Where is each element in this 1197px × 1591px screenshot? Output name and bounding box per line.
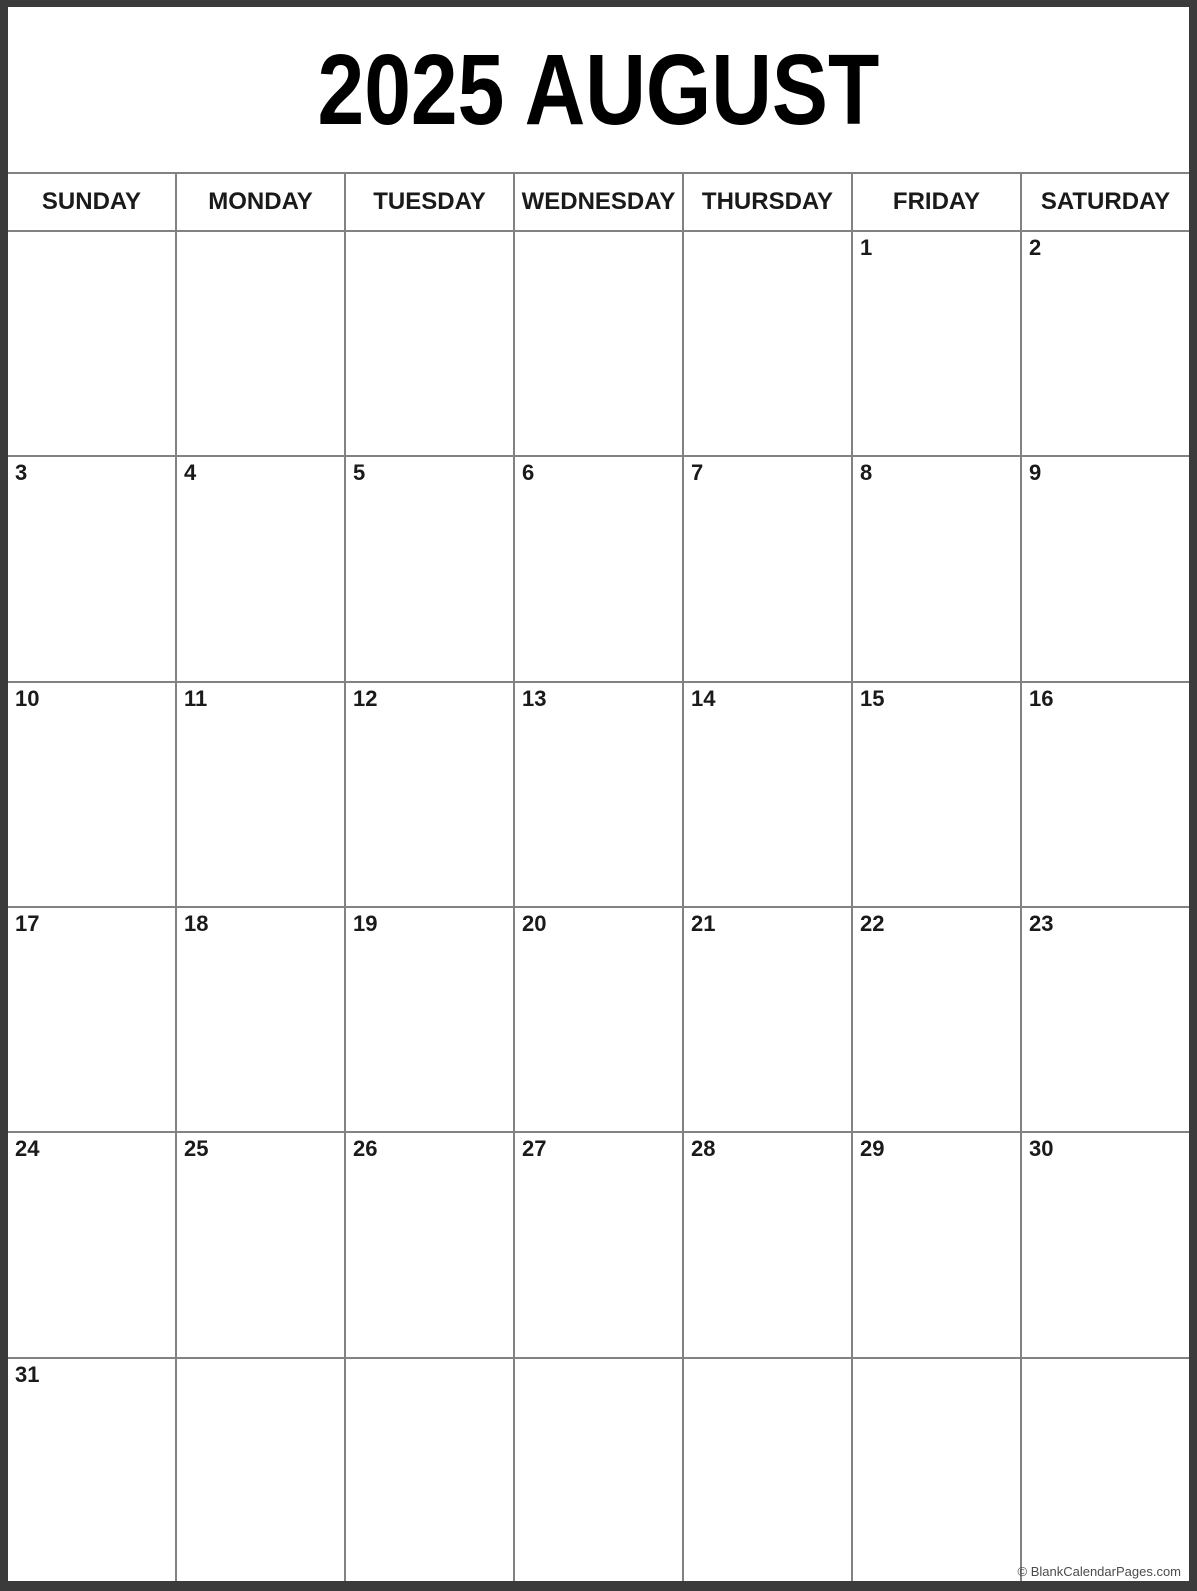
day-cell: [684, 1359, 851, 1582]
day-number: 10: [15, 685, 40, 711]
day-number: 31: [15, 1361, 40, 1387]
day-number: 7: [691, 460, 704, 486]
day-cell: [853, 1133, 1020, 1356]
day-cell: [346, 1359, 513, 1582]
day-cell: [8, 908, 175, 1131]
day-cell: [515, 457, 682, 680]
day-cell: [515, 1359, 682, 1582]
day-number: 25: [184, 1136, 209, 1162]
day-cell: [177, 232, 344, 455]
day-cell: [177, 1359, 344, 1582]
day-cell: [177, 457, 344, 680]
day-number: 21: [691, 910, 716, 936]
day-cell: [515, 1133, 682, 1356]
day-cell: [346, 232, 513, 455]
day-cell: [853, 908, 1020, 1131]
day-cell: [1022, 1133, 1189, 1356]
weekday-header-saturday: SATURDAY: [1022, 174, 1189, 230]
day-number: 12: [353, 685, 378, 711]
day-cell: [346, 1133, 513, 1356]
day-cell: [8, 1133, 175, 1356]
day-number: 23: [1029, 910, 1054, 936]
day-cell: [346, 457, 513, 680]
day-cell: [853, 683, 1020, 906]
day-cell: [515, 683, 682, 906]
weekday-header-tuesday: TUESDAY: [346, 174, 513, 230]
weekday-header-wednesday: WEDNESDAY: [515, 174, 682, 230]
day-number: 18: [184, 910, 209, 936]
day-cell: [684, 908, 851, 1131]
day-number: 30: [1029, 1136, 1054, 1162]
day-number: 27: [522, 1136, 547, 1162]
day-number: 6: [522, 460, 535, 486]
day-cell: [853, 457, 1020, 680]
day-number: 22: [860, 910, 885, 936]
day-cell: [177, 908, 344, 1131]
day-cell: [684, 683, 851, 906]
day-number: 2: [1029, 235, 1042, 260]
day-number: 5: [353, 460, 366, 486]
title-bar: [8, 7, 1189, 172]
day-number: 1: [860, 235, 873, 260]
day-number: 11: [184, 685, 208, 711]
day-number: 14: [691, 685, 716, 711]
day-number: 24: [15, 1136, 40, 1162]
day-cell: [515, 232, 682, 455]
day-number: 26: [353, 1136, 378, 1162]
day-number: 15: [860, 685, 885, 711]
day-number: 4: [184, 460, 197, 486]
day-cell: [177, 1133, 344, 1356]
day-cell: [1022, 908, 1189, 1131]
day-number: 20: [522, 910, 547, 936]
day-cell: [8, 683, 175, 906]
day-number: 16: [1029, 685, 1054, 711]
weekday-header-thursday: THURSDAY: [684, 174, 851, 230]
day-cell: [346, 908, 513, 1131]
day-cell: [8, 1359, 175, 1582]
day-cell: [853, 1359, 1020, 1582]
day-cell: [346, 683, 513, 906]
day-cell: [1022, 457, 1189, 680]
copyright-text: © BlankCalendarPages.com: [1017, 1564, 1181, 1579]
day-cell: [1022, 683, 1189, 906]
day-cell: [853, 232, 1020, 455]
day-number: 28: [691, 1136, 716, 1162]
weekday-header-sunday: SUNDAY: [8, 174, 175, 230]
day-number: 3: [15, 460, 28, 486]
day-cell: [1022, 1359, 1189, 1582]
day-cell: [8, 457, 175, 680]
weekday-header-monday: MONDAY: [177, 174, 344, 230]
day-cell: [684, 457, 851, 680]
day-cell: [177, 683, 344, 906]
day-cell: [515, 908, 682, 1131]
day-cell: [684, 1133, 851, 1356]
day-number: 8: [860, 460, 873, 486]
day-number: 9: [1029, 460, 1042, 486]
day-number: 17: [15, 910, 40, 936]
day-cell: [8, 232, 175, 455]
weekday-header-friday: FRIDAY: [853, 174, 1020, 230]
day-cell: [1022, 232, 1189, 455]
calendar-title: 2025 AUGUST: [317, 33, 880, 146]
day-number: 13: [522, 685, 547, 711]
day-number: 19: [353, 910, 378, 936]
day-cell: [684, 232, 851, 455]
day-number: 29: [860, 1136, 885, 1162]
calendar-grid: [8, 172, 1189, 1582]
